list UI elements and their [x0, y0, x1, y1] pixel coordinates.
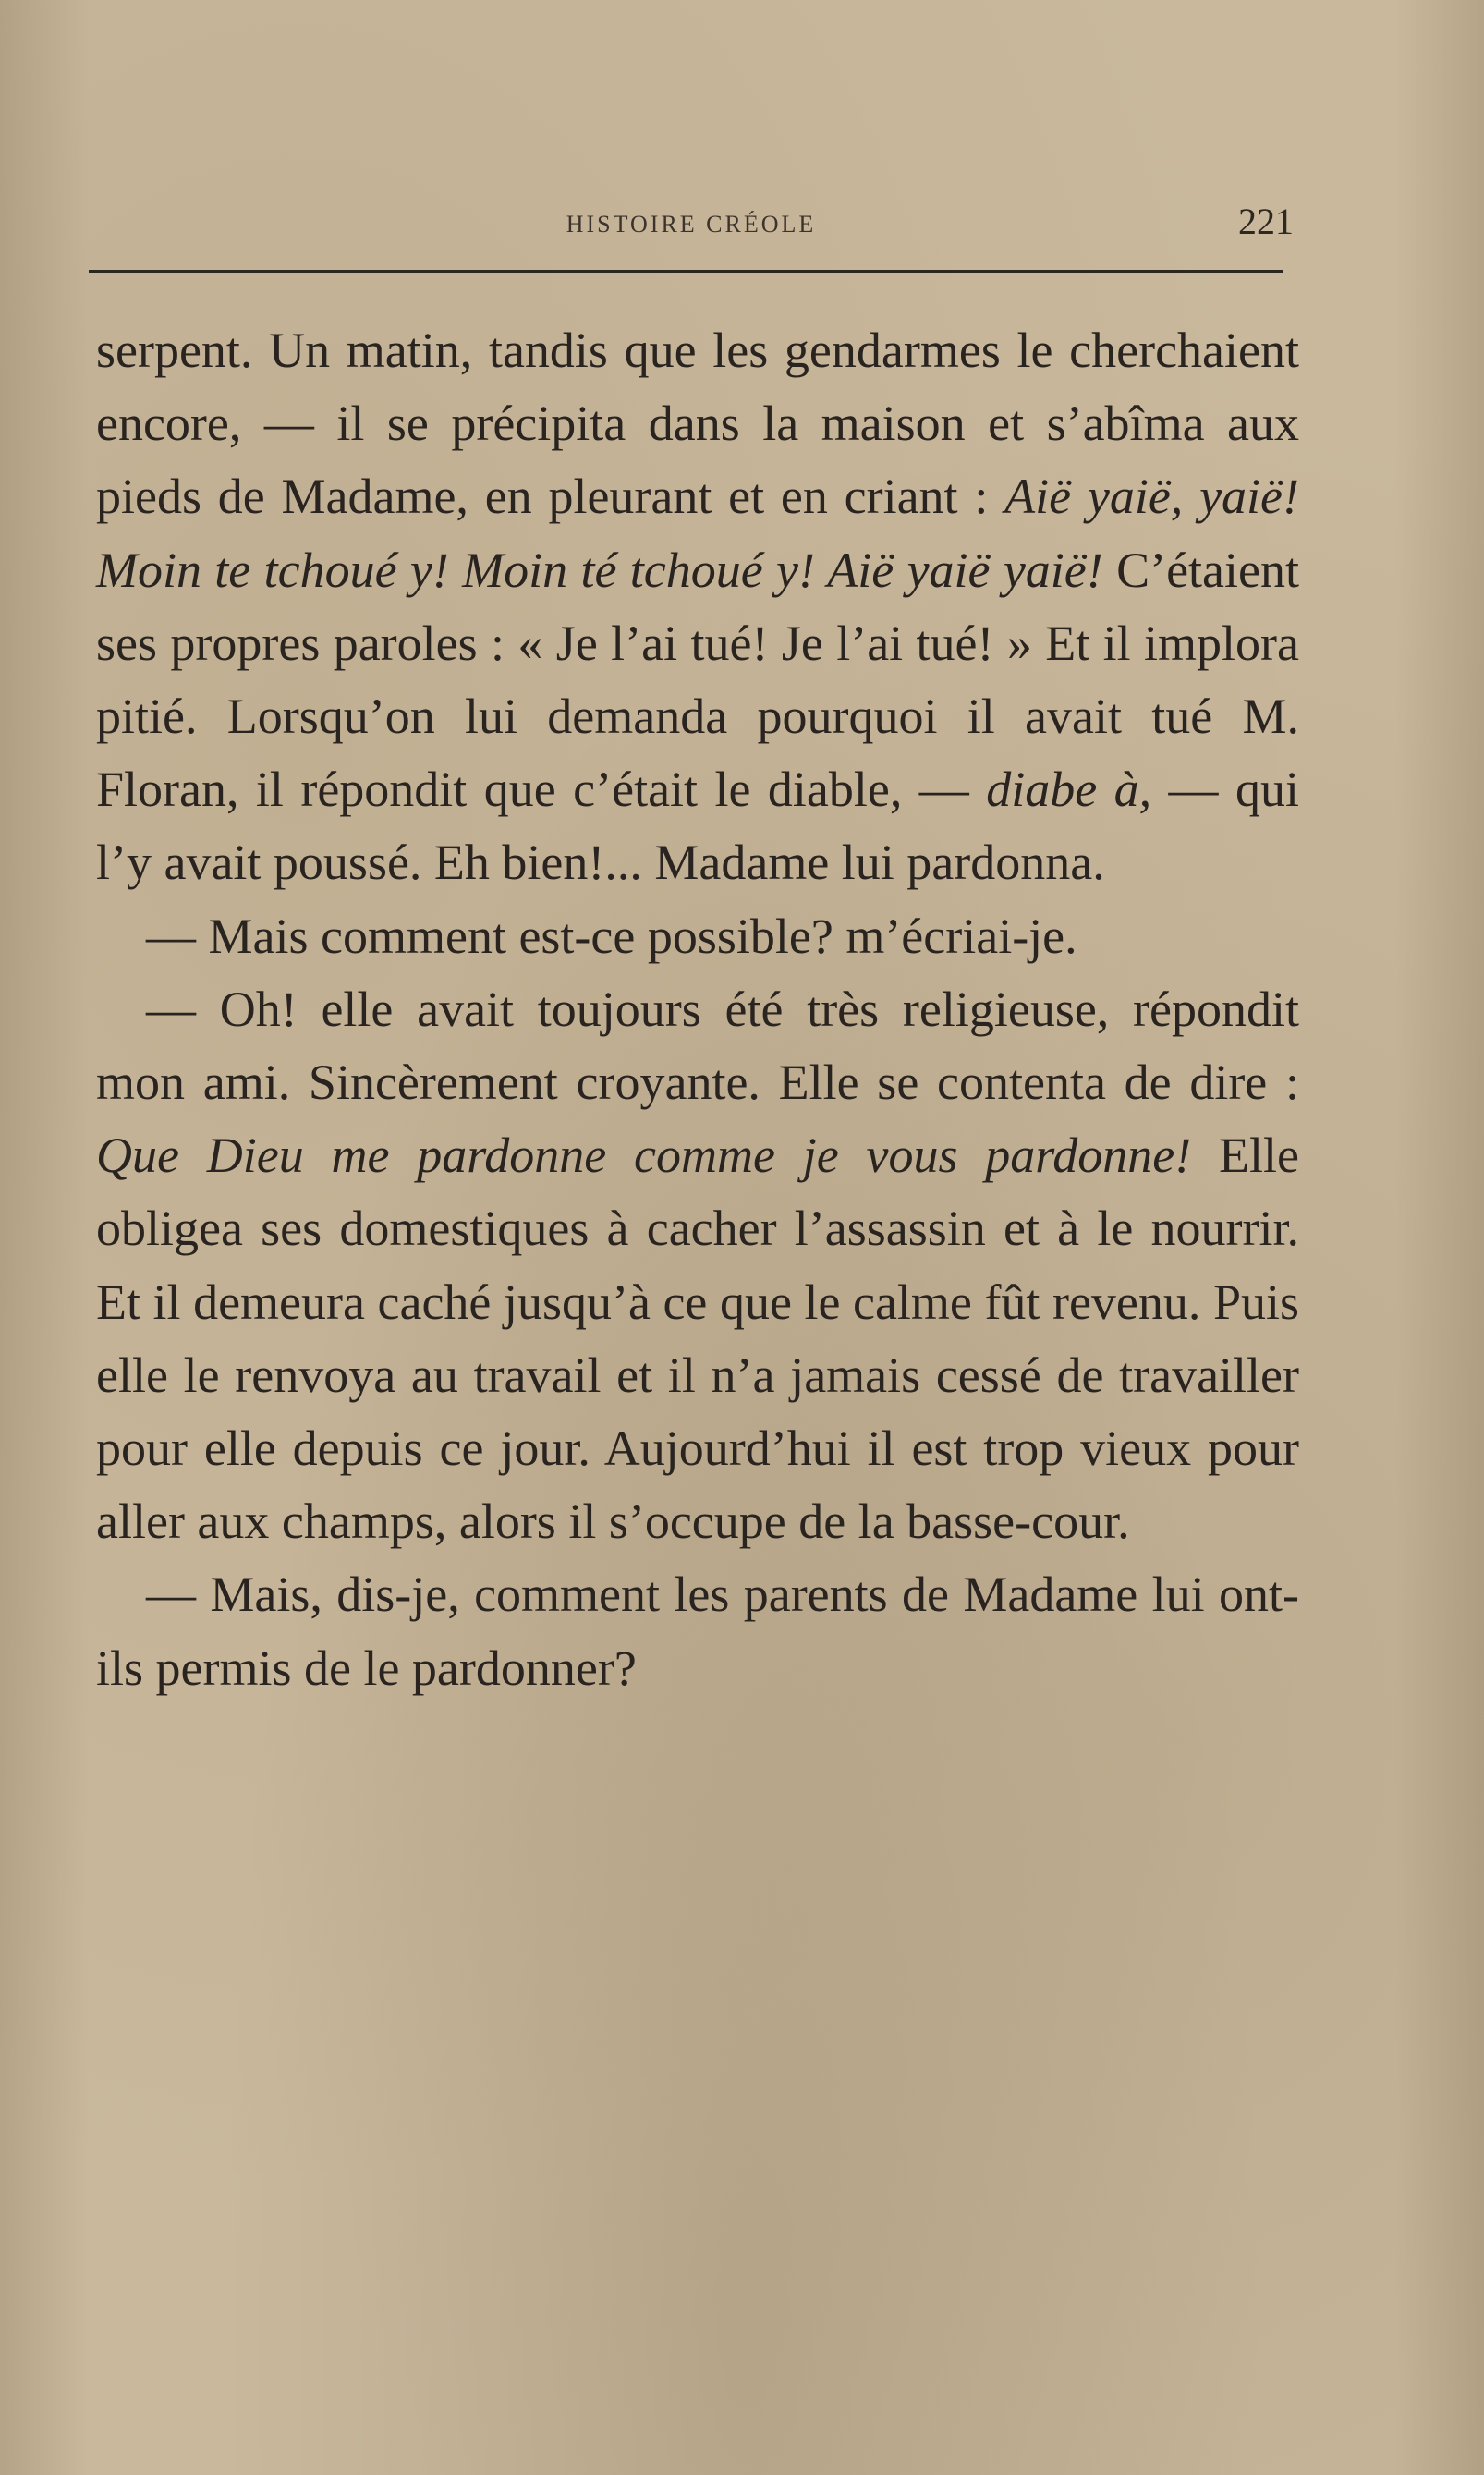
paragraph	[96, 900, 1299, 973]
italic-text-run: diabe à,	[986, 762, 1152, 818]
text-run: Elle obligea ses domestiques à cacher l’assassin et à le nourrir. Et il demeura caché jusqu’à ce que le calme fût revenu. Puis elle le renvoya au travail et il n’a jamais cessé de travailler pour elle depuis ce jour. Aujourd’hui il est trop vieux pour aller aux champs, alors il s’occupe de la basse-cour.	[96, 1128, 1299, 1550]
paragraph	[96, 314, 1299, 900]
header-rule	[89, 270, 1283, 273]
italic-text-run: Que Dieu me pardonne comme je vous pardonne!	[96, 1128, 1192, 1184]
paragraph	[96, 973, 1299, 1559]
text-run: — Oh! elle avait toujours été très religieuse, répondit mon ami. Sincèrement croyante. Elle se contenta de dire :	[96, 981, 1299, 1111]
body-text	[96, 314, 1299, 1705]
text-run: — qui l’y avait poussé. Eh bien!... Madame lui pardonna.	[96, 762, 1299, 891]
running-head	[89, 200, 1294, 255]
text-run: serpent. Un matin, tandis que les gendarmes le cherchaient encore, — il se précipita dans la maison et s’abîma aux pieds de Madame, en pleurant et en criant :	[96, 323, 1299, 525]
paragraph	[96, 1558, 1299, 1704]
text-run: — Mais, dis-je, comment les parents de Madame lui ont-ils permis de le pardonner?	[96, 1567, 1299, 1696]
italic-text-run: Aië yaië, yaië! Moin te tchoué y! Moin té tchoué y! Aië yaië yaië!	[96, 469, 1299, 598]
running-title: HISTOIRE CRÉOLE	[566, 211, 817, 238]
text-run: — Mais comment est-ce possible? m’écriai-je.	[146, 908, 1077, 964]
text-run: C’étaient ses propres paroles : « Je l’ai tué! Je l’ai tué! » Et il implora pitié. Lorsqu’on lui demanda pourquoi il avait tué M. Floran, il répondit que c’était le diable, —	[96, 542, 1300, 818]
page-number: 221	[1238, 201, 1294, 242]
